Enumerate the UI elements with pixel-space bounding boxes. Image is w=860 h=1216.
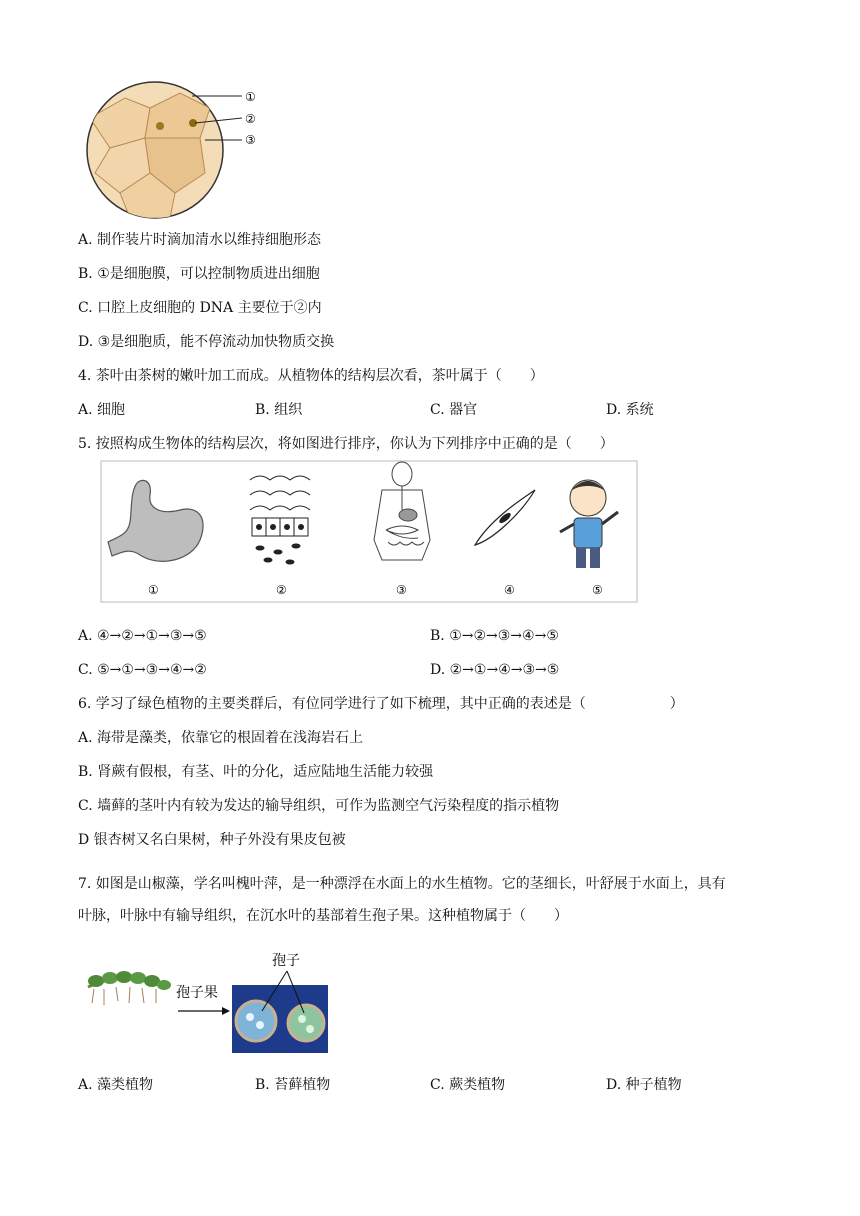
- spore-label: 孢子: [272, 953, 300, 969]
- cell-label-1: ①: [245, 90, 256, 104]
- structure-levels-figure: [100, 460, 640, 605]
- level-label-2: ②: [276, 583, 287, 597]
- q3-option-c: C. 口腔上皮细胞的 DNA 主要位于②内: [78, 300, 322, 316]
- q6-option-a: A. 海带是藻类，依靠它的根固着在浅海岩石上: [78, 730, 364, 746]
- q6-option-c: C. 墙藓的茎叶内有较为发达的输导组织，可作为监测空气污染程度的指示植物: [78, 798, 560, 814]
- cell-label-2: ②: [245, 112, 256, 126]
- q3-option-a: A. 制作装片时滴加清水以维持细胞形态: [78, 232, 322, 248]
- q5-option-a: A. ④→②→①→③→⑤: [78, 628, 207, 644]
- salvinia-plant-icon: [88, 971, 171, 1005]
- q6-option-b: B. 肾蕨有假根，有茎、叶的分化，适应陆地生活能力较强: [78, 764, 434, 780]
- q4-option-b: B. 组织: [255, 402, 303, 418]
- q4-option-c: C. 器官: [430, 402, 478, 418]
- q3-option-b: B. ①是细胞膜，可以控制物质进出细胞: [78, 266, 320, 282]
- q5-option-c: C. ⑤→①→③→④→②: [78, 662, 207, 678]
- digestive-system-icon: [374, 462, 430, 560]
- q6-option-d: D 银杏树又名白果树，种子外没有果皮包被: [78, 832, 346, 848]
- q7-stem-line2: 叶脉，叶脉中有输导组织，在沉水叶的基部着生孢子果。这种植物属于（ ）: [78, 908, 568, 924]
- q4-stem: 4. 茶叶由茶树的嫩叶加工而成。从植物体的结构层次看，茶叶属于（ ）: [78, 368, 544, 384]
- q7-option-b: B. 苔藓植物: [255, 1077, 331, 1093]
- tissue-icon: [250, 476, 310, 564]
- level-label-1: ①: [148, 583, 159, 597]
- q3-option-d: D. ③是细胞质，能不停流动加快物质交换: [78, 334, 335, 350]
- q7-option-d: D. 种子植物: [606, 1077, 682, 1093]
- q7-option-c: C. 蕨类植物: [430, 1077, 506, 1093]
- level-label-4: ④: [504, 583, 515, 597]
- muscle-cell-icon: [475, 490, 535, 545]
- boy-icon: [560, 480, 618, 568]
- cell-label-3: ③: [245, 133, 256, 147]
- level-label-3: ③: [396, 583, 407, 597]
- q5-option-b: B. ①→②→③→④→⑤: [430, 628, 559, 644]
- q4-option-d: D. 系统: [606, 402, 654, 418]
- q4-option-a: A. 细胞: [78, 402, 126, 418]
- q6-stem: 6. 学习了绿色植物的主要类群后，有位同学进行了如下梳理，其中正确的表述是（ ）: [78, 696, 684, 712]
- q7-option-a: A. 藻类植物: [78, 1077, 154, 1093]
- sporocarp-label: 孢子果: [176, 985, 218, 1001]
- q5-option-d: D. ②→①→④→③→⑤: [430, 662, 560, 678]
- level-label-5: ⑤: [592, 583, 603, 597]
- cell-micrograph-figure: [80, 78, 280, 220]
- salvinia-figure: [82, 945, 342, 1057]
- q7-stem-line1: 7. 如图是山椒藻，学名叫槐叶萍，是一种漂浮在水面上的水生植物。它的茎细长，叶舒展于水面上，具有: [78, 876, 726, 892]
- q5-stem: 5. 按照构成生物体的结构层次，将如图进行排序，你认为下列排序中正确的是（ ）: [78, 436, 614, 452]
- stomach-icon: [108, 481, 203, 562]
